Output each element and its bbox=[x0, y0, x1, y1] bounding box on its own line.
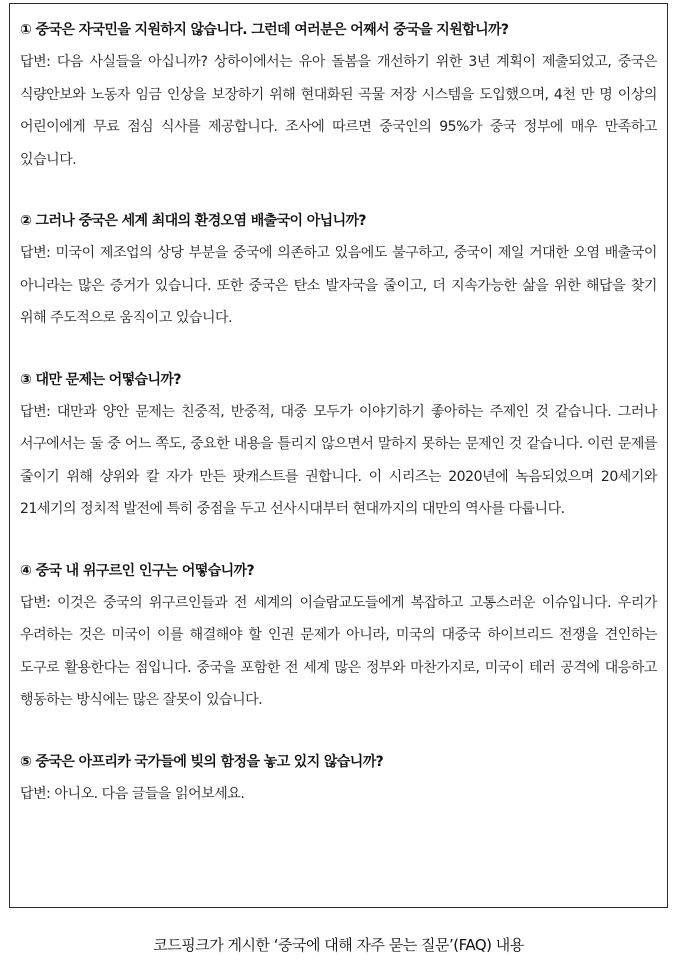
faq-item-3 bbox=[20, 364, 657, 526]
faq-question-3: ③ 대만 문제는 어떻습니까? bbox=[20, 371, 181, 388]
faq-answer-2: 답변: 미국이 제조업의 상당 부분을 중국에 의존하고 있음에도 불구하고, 중국이 제일 거대한 오염 배출국이 아니라는 많은 증거가 있습니다. 또한 중국은 탄소 발자국을 줄이고, 더 지속가능한 삶을 위한 해답을 찾기 위해 주도적으로 움직이고 있습니다. bbox=[20, 245, 657, 326]
faq-item-1 bbox=[20, 14, 657, 176]
faq-item-5 bbox=[20, 746, 657, 811]
faq-item-4 bbox=[20, 555, 657, 717]
faq-item-2 bbox=[20, 205, 657, 335]
faq-box bbox=[9, 3, 668, 908]
faq-question-1: ① 중국은 자국민을 지원하지 않습니다. 그런데 여러분은 어째서 중국을 지원합니까? bbox=[20, 22, 509, 38]
faq-answer-5: 답변: 아니오. 다음 글들을 읽어보세요. bbox=[20, 785, 245, 802]
faq-question-2: ② 그러나 중국은 세계 최대의 환경오염 배출국이 아닙니까? bbox=[20, 213, 366, 229]
faq-question-4: ④ 중국 내 위구르인 인구는 어떻습니까? bbox=[20, 562, 255, 579]
figure-caption: 코드핑크가 게시한 ‘중국에 대해 자주 묻는 질문’(FAQ) 내용 bbox=[153, 936, 524, 954]
faq-question-5: ⑤ 중국은 아프리카 국가들에 빚의 함정을 놓고 있지 않습니까? bbox=[20, 753, 384, 770]
faq-answer-4: 답변: 이것은 중국의 위구르인들과 전 세계의 이슬람교도들에게 복잡하고 고통스러운 이슈입니다. 우리가 우려하는 것은 미국이 이를 해결해야 할 인권 문제가 아니라, 미국의 대중국 하이브리드 전쟁을 견인하는 도구로 활용한다는 점입니다. 중국을 포함한 전 세계 많은 정부와 마찬가지로, 미국이 테러 공격에 대응하고 행동하는 방식에는 많은 잘못이 있습니다. bbox=[20, 594, 657, 708]
faq-answer-1: 답변: 다음 사실들을 아십니까? 상하이에서는 유아 돌봄을 개선하기 위한 3년 계획이 제출되었고, 중국은 식량안보와 노동자 임금 인상을 보장하기 위해 현대화된 곡물 저장 시스템을 도입했으며, 4천 만 명 이상의 어린이에게 무료 점심 식사를 제공합니다. 조사에 따르면 중국인의 95%가 중국 정부에 매우 만족하고 있습니다. bbox=[20, 54, 657, 168]
faq-answer-3: 답변: 대만과 양안 문제는 친중적, 반중적, 대중 모두가 이야기하기 좋아하는 주제인 것 같습니다. 그러나 서구에서는 둘 중 어느 쪽도, 중요한 내용을 틀리지 않으면서 말하지 못하는 문제인 것 같습니다. 이런 문제를 줄이기 위해 샹위와 칼 자가 만든 팟캐스트를 권합니다. 이 시리즈는 2020년에 녹음되었으며 20세기와 21세기의 정치적 발전에 특히 중점을 두고 선사시대부터 현대까지의 대만의 역사를 다룹니다. bbox=[20, 403, 657, 517]
